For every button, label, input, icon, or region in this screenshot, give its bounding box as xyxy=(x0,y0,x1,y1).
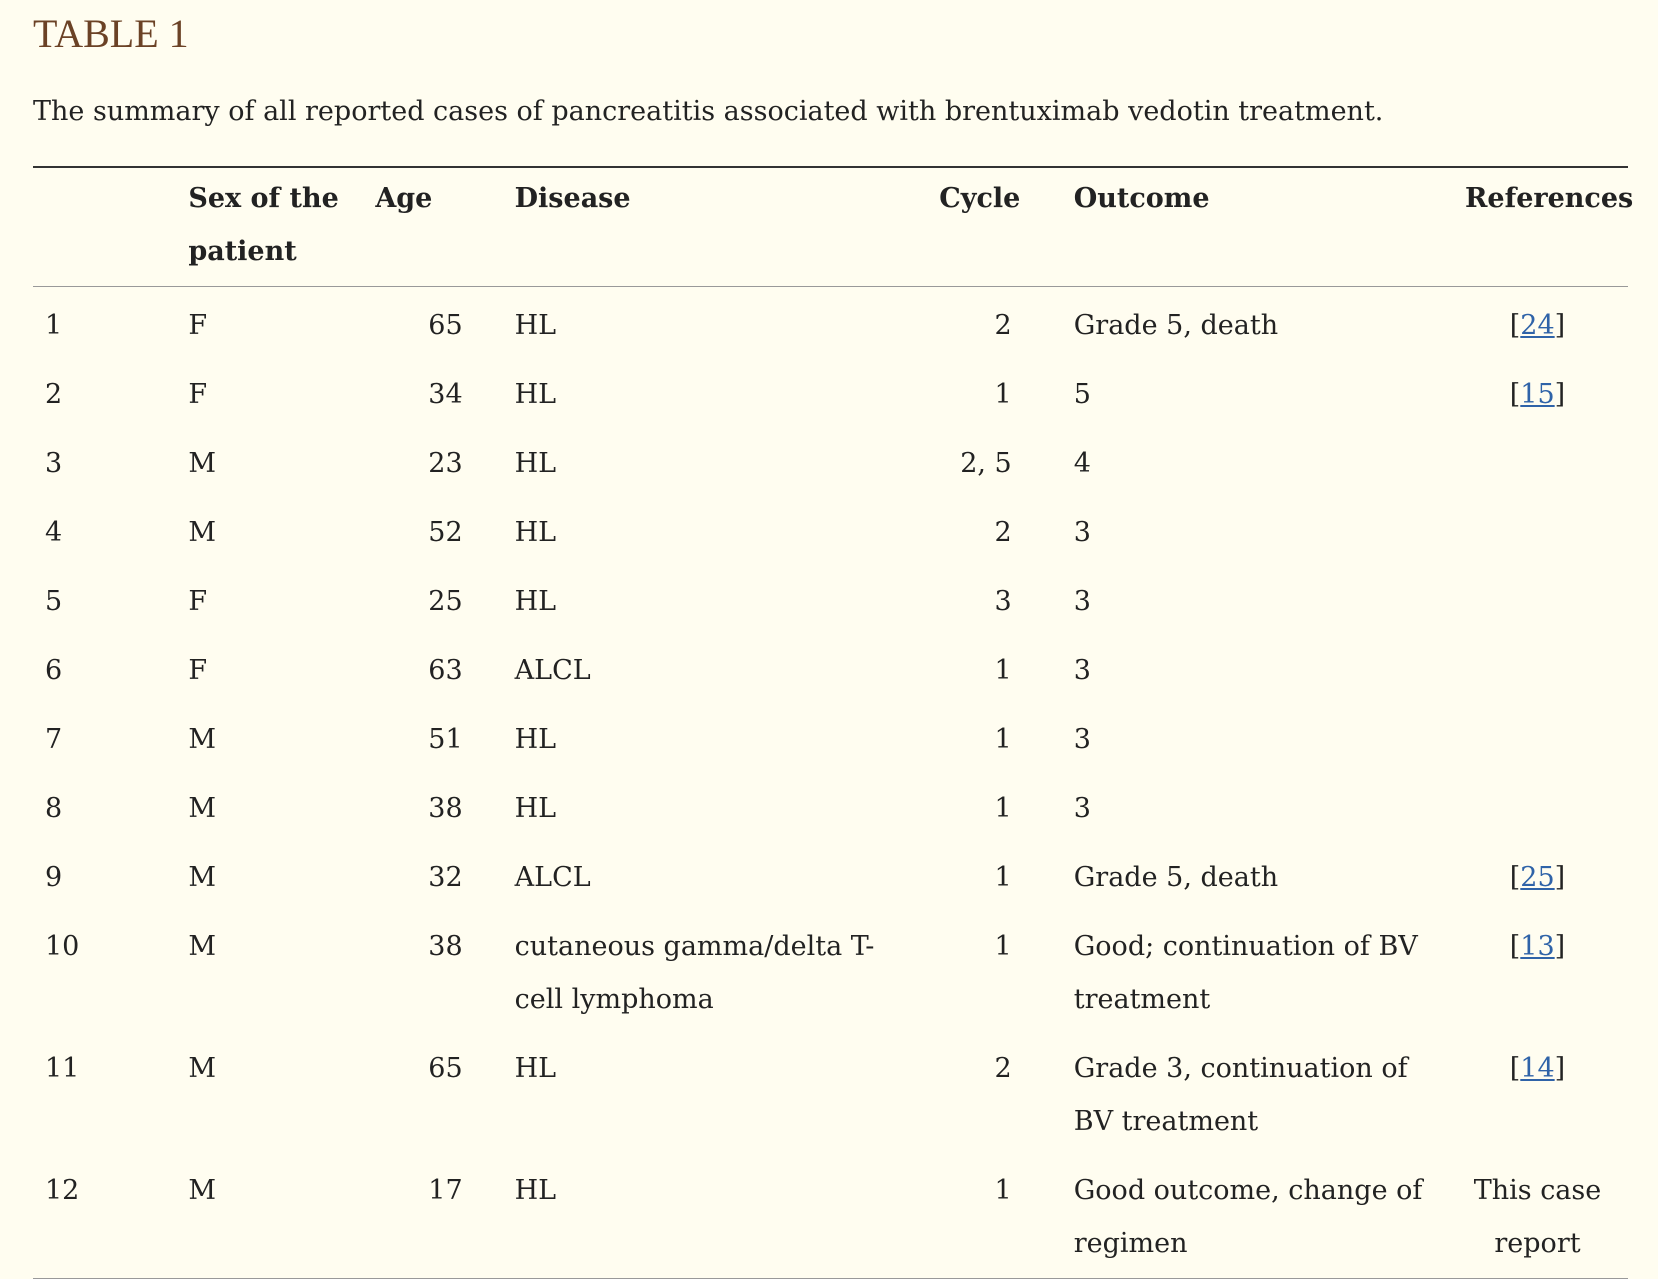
cell-disease: HL xyxy=(514,379,557,410)
cell-num: 7 xyxy=(45,724,63,755)
cell-references xyxy=(1445,636,1628,705)
table-header xyxy=(33,167,1634,287)
cell-age: 65 xyxy=(428,310,463,341)
table-row xyxy=(33,774,1628,843)
table-row xyxy=(33,1034,1628,1156)
cell-outcome: 3 xyxy=(1073,724,1091,755)
cell-references xyxy=(1445,912,1628,1034)
cell-outcome: 4 xyxy=(1073,448,1091,479)
header-outcome: Outcome xyxy=(1062,167,1445,287)
cell-sex: M xyxy=(188,931,216,962)
cell-num: 1 xyxy=(45,310,63,341)
table-row xyxy=(33,843,1628,912)
cell-outcome: 3 xyxy=(1073,793,1091,824)
cases-table xyxy=(33,166,1634,1279)
cell-outcome: Good; continuation of BV treatment xyxy=(1073,931,1418,1015)
table-row xyxy=(33,567,1628,636)
cell-disease: ALCL xyxy=(514,862,591,893)
cell-num: 2 xyxy=(45,379,63,410)
cell-disease: ALCL xyxy=(514,655,591,686)
cell-outcome: 3 xyxy=(1073,517,1091,548)
cell-outcome: Good outcome, change of regimen xyxy=(1073,1175,1423,1259)
cell-disease: HL xyxy=(514,1053,557,1084)
cell-outcome: 3 xyxy=(1073,586,1091,617)
cell-disease: HL xyxy=(514,310,557,341)
cell-cycle: 1 xyxy=(994,655,1012,686)
cell-sex: M xyxy=(188,448,216,479)
ref-bracket-open: [ xyxy=(1509,931,1521,962)
cell-cycle: 2 xyxy=(994,1053,1012,1084)
ref-bracket-open: [ xyxy=(1509,379,1521,410)
cell-sex: M xyxy=(188,724,216,755)
header-disease: Disease xyxy=(503,167,912,287)
cell-sex: M xyxy=(188,1175,216,1206)
cell-disease: HL xyxy=(514,724,557,755)
table-row xyxy=(33,912,1628,1034)
cell-references xyxy=(1445,498,1628,567)
table-body xyxy=(33,287,1628,1279)
cell-sex: M xyxy=(188,517,216,548)
cell-cycle: 1 xyxy=(994,724,1012,755)
cell-outcome: Grade 5, death xyxy=(1073,862,1279,893)
table-row xyxy=(33,429,1628,498)
table-row xyxy=(33,360,1628,429)
ref-bracket-close: ] xyxy=(1554,862,1566,893)
cell-disease: cutaneous gamma/delta T-cell lymphoma xyxy=(514,931,875,1015)
cell-outcome: Grade 3, continuation of BV treatment xyxy=(1073,1053,1408,1137)
table-row xyxy=(33,498,1628,567)
cell-references xyxy=(1445,705,1628,774)
reference-link[interactable]: 15 xyxy=(1520,379,1555,410)
header-cycle: Cycle xyxy=(911,167,1061,287)
ref-bracket-close: ] xyxy=(1554,931,1566,962)
ref-bracket-close: ] xyxy=(1554,379,1566,410)
cell-age: 51 xyxy=(428,724,463,755)
ref-bracket-open: [ xyxy=(1509,1053,1521,1084)
cell-cycle: 2 xyxy=(994,517,1012,548)
cell-age: 17 xyxy=(428,1175,463,1206)
cell-disease: HL xyxy=(514,517,557,548)
header-num xyxy=(33,167,176,287)
cell-disease: HL xyxy=(514,1175,557,1206)
cell-age: 25 xyxy=(428,586,463,617)
cell-disease: HL xyxy=(514,586,557,617)
header-age: Age xyxy=(361,167,502,287)
cell-num: 5 xyxy=(45,586,63,617)
reference-link[interactable]: 25 xyxy=(1520,862,1555,893)
cell-num: 9 xyxy=(45,862,63,893)
cell-disease: HL xyxy=(514,448,557,479)
cell-cycle: 3 xyxy=(994,586,1012,617)
cell-sex: F xyxy=(188,379,208,410)
ref-bracket-open: [ xyxy=(1509,862,1521,893)
cell-age: 23 xyxy=(428,448,463,479)
cell-age: 38 xyxy=(428,793,463,824)
cell-references xyxy=(1445,774,1628,843)
cell-sex: F xyxy=(188,310,208,341)
header-row xyxy=(33,167,1628,287)
cell-age: 52 xyxy=(428,517,463,548)
cell-cycle: 2, 5 xyxy=(960,448,1012,479)
cell-cycle: 1 xyxy=(994,379,1012,410)
cell-outcome: 3 xyxy=(1073,655,1091,686)
reference-link[interactable]: 13 xyxy=(1520,931,1555,962)
cell-references xyxy=(1445,429,1628,498)
table-row xyxy=(33,705,1628,774)
cell-num: 8 xyxy=(45,793,63,824)
header-references: References xyxy=(1445,167,1628,287)
ref-bracket-close: ] xyxy=(1554,310,1566,341)
cell-cycle: 1 xyxy=(994,1175,1012,1206)
table-row xyxy=(33,636,1628,705)
cell-cycle: 2 xyxy=(994,310,1012,341)
ref-bracket-close: ] xyxy=(1554,1053,1566,1084)
cell-sex: M xyxy=(188,862,216,893)
cell-disease: HL xyxy=(514,793,557,824)
cell-references xyxy=(1445,360,1628,429)
cell-sex: M xyxy=(188,1053,216,1084)
cell-cycle: 1 xyxy=(994,862,1012,893)
cell-num: 10 xyxy=(45,931,80,962)
cell-outcome: 5 xyxy=(1073,379,1091,410)
cell-num: 11 xyxy=(45,1053,80,1084)
table-row xyxy=(33,287,1628,361)
cell-num: 3 xyxy=(45,448,63,479)
cell-cycle: 1 xyxy=(994,931,1012,962)
cell-sex: F xyxy=(188,655,208,686)
cell-references xyxy=(1445,843,1628,912)
cell-sex: M xyxy=(188,793,216,824)
cell-age: 63 xyxy=(428,655,463,686)
cell-age: 34 xyxy=(428,379,463,410)
cell-num: 12 xyxy=(45,1175,80,1206)
cell-num: 6 xyxy=(45,655,63,686)
reference-link[interactable]: 14 xyxy=(1520,1053,1555,1084)
cell-age: 65 xyxy=(428,1053,463,1084)
header-sex: Sex of the patient xyxy=(176,167,361,287)
cell-references xyxy=(1445,1156,1628,1279)
cell-age: 32 xyxy=(428,862,463,893)
cell-num: 4 xyxy=(45,517,63,548)
reference-text: This case report xyxy=(1473,1175,1602,1259)
table-caption: The summary of all reported cases of pancreatitis associated with brentuximab vedotin treatment. xyxy=(33,96,1384,127)
cell-references xyxy=(1445,567,1628,636)
cell-outcome: Grade 5, death xyxy=(1073,310,1279,341)
cell-references xyxy=(1445,287,1628,361)
table-title: TABLE 1 xyxy=(33,11,189,56)
cell-cycle: 1 xyxy=(994,793,1012,824)
cell-references xyxy=(1445,1034,1628,1156)
reference-link[interactable]: 24 xyxy=(1520,310,1555,341)
ref-bracket-open: [ xyxy=(1509,310,1521,341)
table-row xyxy=(33,1156,1628,1279)
cell-sex: F xyxy=(188,586,208,617)
cell-age: 38 xyxy=(428,931,463,962)
